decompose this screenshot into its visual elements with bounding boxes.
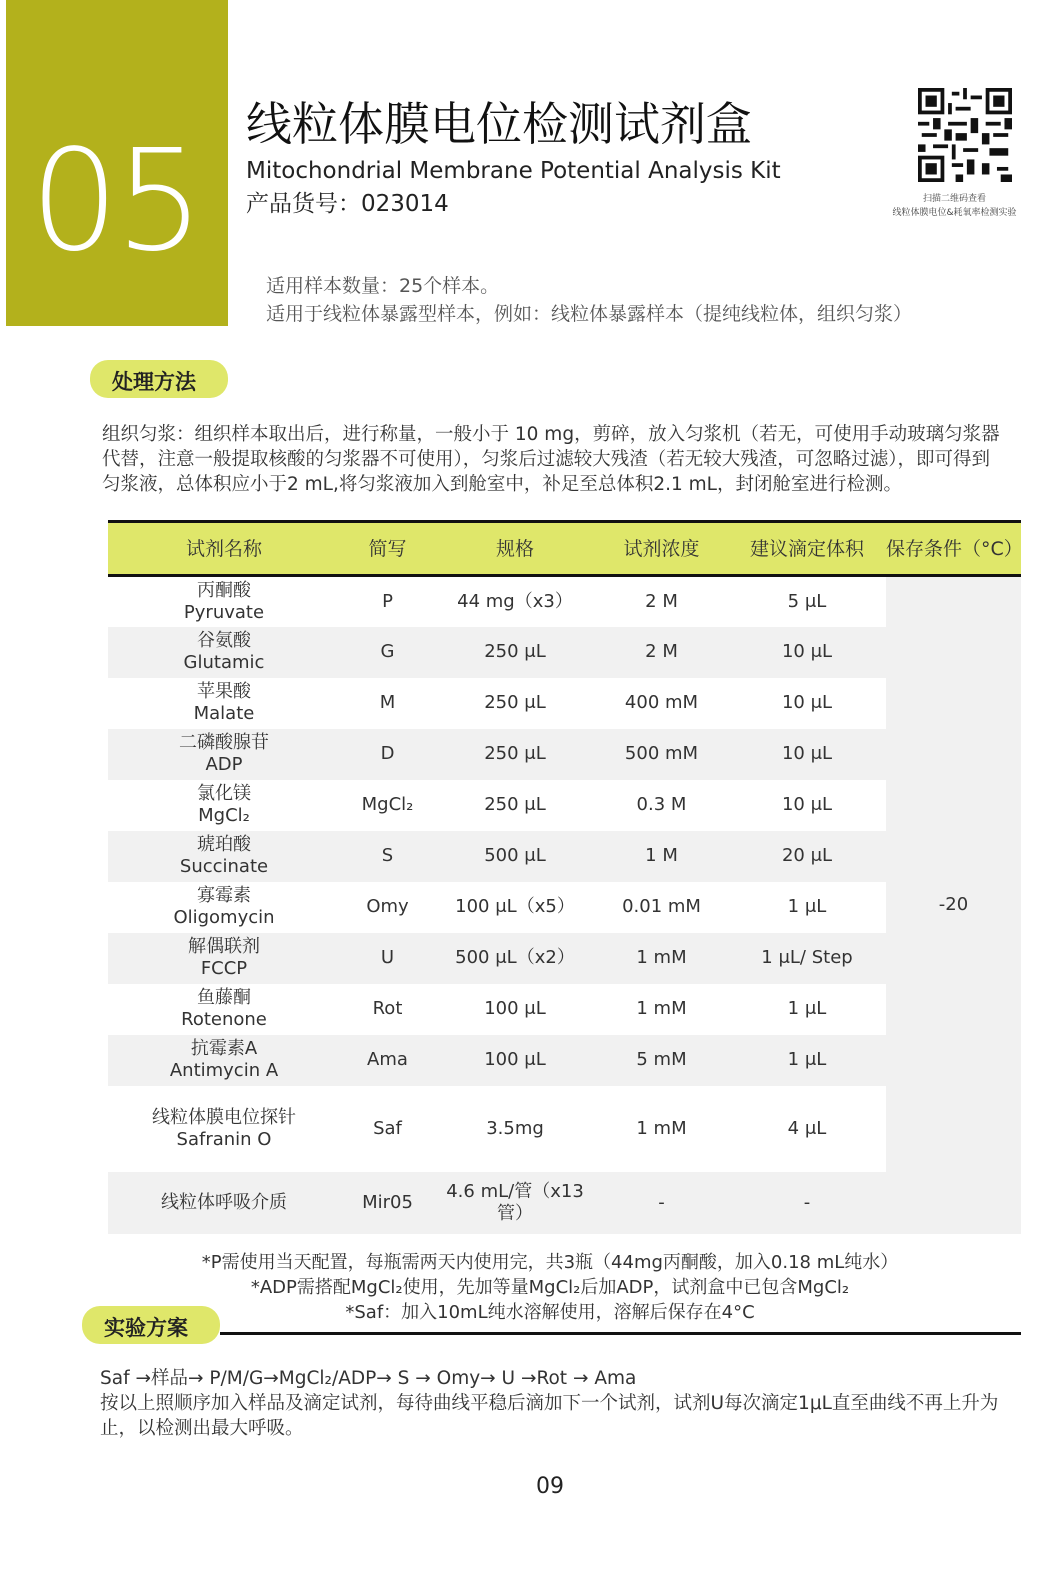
reagent-name [108,729,340,780]
cell-conc: 1 mM [636,998,687,1019]
reagent-name-en: FCCP [200,958,248,979]
reagent-name-en: Safranin O [176,1128,272,1150]
cell-vol: - [728,1172,886,1234]
reagent-name [108,831,340,882]
table-row [108,1172,1021,1234]
reagent-name-cn: 苹果酸 [197,681,251,702]
reagent-name [108,678,340,729]
sample-type: 适用于线粒体暴露型样本，例如：线粒体暴露样本（提纯线粒体，组织匀浆） [266,303,913,325]
cell-conc: 2 M [645,590,678,612]
note: *ADP需搭配MgCl₂使用，先加等量MgCl₂后加ADP，试剂盒中已包含MgCl₂ [250,1277,850,1298]
cell-spec: 4.6 mL/管（x13管） [435,1172,595,1234]
reagent-name [108,1086,340,1172]
qr-caption [870,192,1039,220]
cell-conc: 1 mM [595,933,728,984]
reagent-name-cn: 氯化镁 [197,783,251,804]
cell-spec: 3.5mg [486,1117,544,1139]
cell-abbr: U [340,933,435,984]
section-label-protocol: 实验方案 [82,1306,220,1344]
cell-conc: 0.3 M [636,794,687,815]
reagent-table [108,520,1021,1234]
cell-abbr: Rot [372,998,403,1019]
reagent-name-cn: 线粒体膜电位探针 [152,1106,296,1128]
reagent-name-cn: 抗霉素A [190,1038,258,1059]
note: *P需使用当天配置，每瓶需两天内使用完，共3瓶（44mg丙酮酸，加入0.18 mL纯水） [201,1252,899,1273]
protocol-description: 按以上照顺序加入样品及滴定试剂，每待曲线平稳后滴加下一个试剂，试剂U每次滴定1μL直至曲线不再上升为止，以检测出最大呼吸。 [100,1393,999,1439]
col-header: 试剂浓度 [595,522,728,576]
col-header: 建议滴定体积 [728,522,886,576]
cell-abbr: S [340,831,435,882]
col-header: 试剂名称 [108,522,340,576]
cell-vol: 5 μL [787,590,827,612]
reagent-name [108,576,340,627]
cell-spec: 100 μL [484,998,546,1019]
reagent-name-cn: 寡霉素 [197,885,251,906]
cell-vol: 20 μL [728,831,886,882]
notes [100,1250,1000,1325]
qr-caption-line: 扫描二维码查看 [922,194,986,204]
table-row [108,984,1021,1035]
protocol-text [100,1366,1000,1441]
reagent-name-en: Pyruvate [183,601,265,623]
cell-abbr: Ama [340,1035,435,1086]
table-row [108,576,1021,627]
reagent-name-en: Oligomycin [173,907,275,928]
table-row [108,678,1021,729]
table-row [108,831,1021,882]
reagent-name-en: Succinate [179,856,269,877]
col-header: 简写 [340,522,435,576]
reagent-name-en: ADP [205,754,243,775]
table-row [108,1086,1021,1172]
reagent-name-cn: 解偶联剂 [188,936,260,957]
page-subtitle: Mitochondrial Membrane Potential Analysis Kit [246,158,781,184]
cell-conc: 0.01 mM [622,896,701,917]
reagent-name [108,1035,340,1086]
page-number: 09 [536,1474,564,1499]
cell-conc: 2 M [595,627,728,678]
cell-vol: 1 μL/ Step [728,933,886,984]
reagent-name [108,882,340,933]
cell-conc: 1 M [595,831,728,882]
reagent-name-cn: 二磷酸腺苷 [179,732,269,753]
cell-abbr: Omy [366,896,409,917]
reagent-name-en: Malate [193,703,255,724]
reagent-name-cn: 琥珀酸 [197,834,251,855]
page-title: 线粒体膜电位检测试剂盒 [246,97,752,151]
reagent-name-en: MgCl₂ [198,805,250,826]
cell-conc: 5 mM [595,1035,728,1086]
cell-spec: 100 μL（x5） [455,896,575,917]
cell-vol: 10 μL [728,729,886,780]
cell-spec: 500 μL（x2） [435,933,595,984]
reagent-name [108,627,340,678]
cell-abbr: G [340,627,435,678]
cell-abbr: Saf [373,1117,402,1139]
table-row [108,933,1021,984]
cell-vol: 10 μL [781,794,833,815]
cell-vol: 4 μL [787,1117,827,1139]
reagent-name [108,984,340,1035]
col-header: 规格 [435,522,595,576]
table-row [108,780,1021,831]
catalog-number: 产品货号：023014 [246,191,449,217]
table-row [108,627,1021,678]
reagent-name [108,933,340,984]
cell-conc: 400 mM [624,692,699,713]
reagent-name-cn: 谷氨酸 [197,630,251,651]
processing-text: 组织匀浆：组织样本取出后，进行称量，一般小于 10 mg，剪碎，放入匀浆机（若无，可使用手动玻璃匀浆器代替，注意一般提取核酸的匀浆器不可使用），匀浆后过滤较大残渣（若无较大残渣，可忽略过滤），即可得到匀浆液，总体积应小于2 mL,将匀浆液加入到舱室中，补足至总体积2.1 mL，封闭舱室进行检测。 [102,424,1000,495]
cell-vol: 1 μL [787,896,827,917]
cell-vol: 1 μL [728,1035,886,1086]
reagent-name-cn: 鱼藤酮 [197,987,251,1008]
qr-code-icon [918,88,1012,182]
reagent-name [108,1172,340,1234]
divider [220,1332,1021,1335]
cell-spec: 100 μL [435,1035,595,1086]
col-header: 保存条件（°C） [886,522,1021,576]
cell-spec: 250 μL [435,729,595,780]
protocol-sequence: Saf →样品→ P/M/G→MgCl₂/ADP→ S → Omy→ U →Rot → Ama [100,1368,637,1389]
cell-spec: 44 mg（x3） [457,590,573,612]
section-label-processing: 处理方法 [90,360,228,398]
reagent-name [108,780,340,831]
cell-spec: 250 μL [484,692,546,713]
reagent-name-cn: 线粒体呼吸介质 [161,1191,287,1213]
reagent-name-cn: 丙酮酸 [197,579,251,601]
table-row [108,1035,1021,1086]
reagent-name-en: Antimycin A [169,1060,279,1081]
reagent-name-en: Glutamic [183,652,265,673]
cell-spec: 250 μL [435,627,595,678]
cell-abbr: P [382,590,393,612]
cell-vol: 10 μL [728,627,886,678]
chapter-number: 05 [30,120,201,283]
cell-spec: 250 μL [484,794,546,815]
table-row [108,882,1021,933]
cell-conc: - [595,1172,728,1234]
sample-count: 适用样本数量：25个样本。 [266,275,500,297]
cell-abbr: D [340,729,435,780]
reagent-name-en: Rotenone [181,1009,267,1030]
storage-temp: -20 [886,576,1021,1234]
cell-conc: 500 mM [595,729,728,780]
sample-info [266,272,912,328]
note: *Saf：加入10mL纯水溶解使用，溶解后保存在4°C [345,1302,755,1323]
cell-vol: 1 μL [787,998,827,1019]
cell-abbr: MgCl₂ [361,794,414,815]
qr-caption-line: 线粒体膜电位&耗氧率检测实验 [892,208,1017,218]
cell-abbr: Mir05 [340,1172,435,1234]
cell-abbr: M [379,692,396,713]
cell-vol: 10 μL [781,692,833,713]
cell-conc: 1 mM [636,1117,687,1139]
table-row [108,729,1021,780]
cell-spec: 500 μL [435,831,595,882]
